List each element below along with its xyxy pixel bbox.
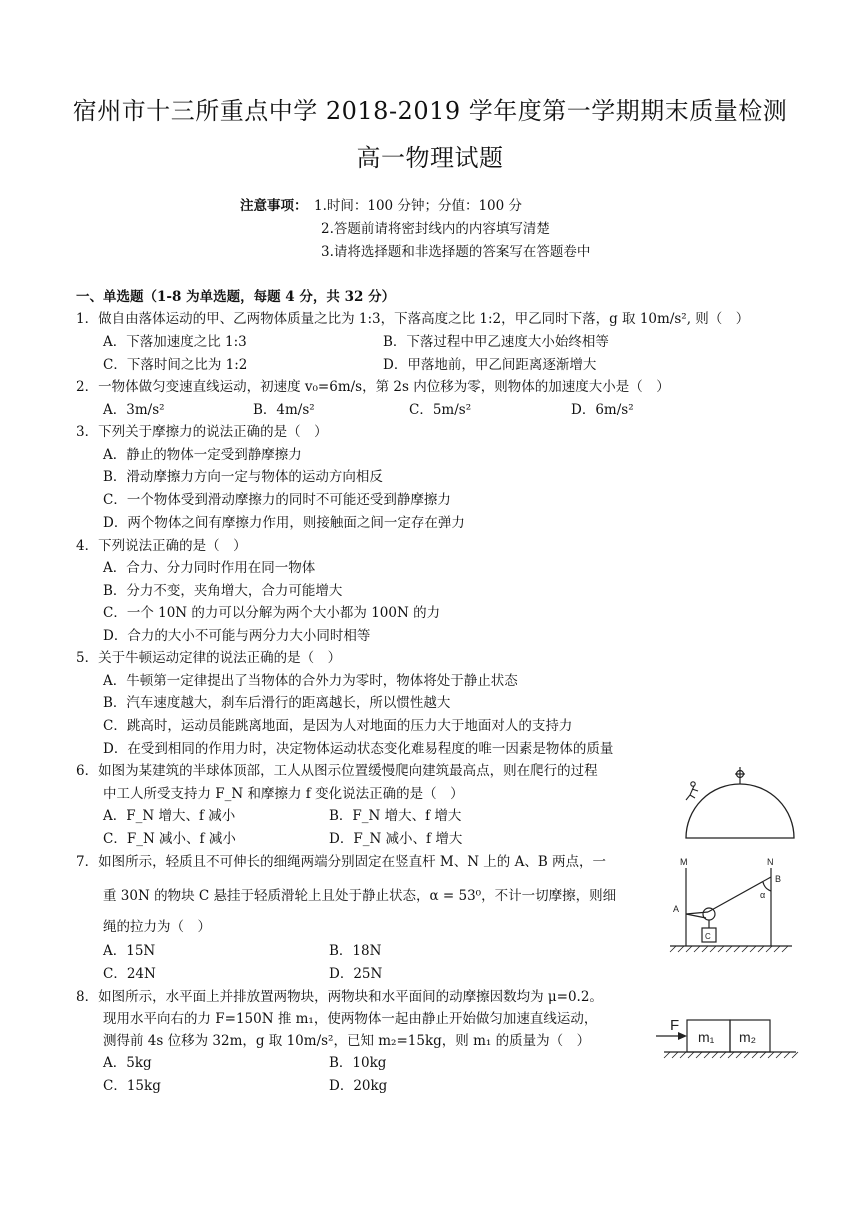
question-stem: 3．下列关于摩擦力的说法正确的是（ ） — [76, 424, 328, 440]
option-c: C．F_N 减小、f 减小 — [103, 831, 236, 847]
option-a: A．静止的物体一定受到静摩擦力 — [103, 447, 302, 463]
option-a: A．3m/s² — [103, 402, 165, 418]
option-a: A．牛顿第一定律提出了当物体的合外力为零时，物体将处于静止状态 — [103, 673, 518, 689]
worker-icon — [686, 782, 698, 800]
option-c: C．一个物体受到滑动摩擦力的同时不可能还受到静摩擦力 — [103, 492, 451, 508]
option-c: C．15kg — [103, 1078, 161, 1094]
two-blocks-figure — [654, 1008, 804, 1068]
label-f: F — [670, 1017, 680, 1034]
question-stem: 6．如图为某建筑的半球体顶部，工人从图示位置缓慢爬向建筑最高点，则在爬行的过程 — [76, 763, 598, 779]
exam-subtitle: 高一物理试题 — [356, 144, 504, 172]
label-a: A — [673, 904, 680, 914]
option-a: A．合力、分力同时作用在同一物体 — [103, 560, 316, 576]
option-b: B．滑动摩擦力方向一定与物体的运动方向相反 — [103, 469, 383, 485]
hemisphere-figure — [680, 762, 800, 842]
cross-ornament — [735, 767, 745, 784]
label-b: B — [775, 874, 782, 884]
option-d: D．两个物体之间有摩擦力作用，则接触面之间一定存在弹力 — [103, 515, 465, 531]
option-b: B．分力不变，夹角增大，合力可能增大 — [103, 583, 343, 599]
option-c: C．一个 10N 的力可以分解为两个大小都为 100N 的力 — [103, 605, 441, 621]
notice-item: 3.请将选择题和非选择题的答案写在答题卷中 — [321, 244, 591, 260]
option-a: A．15N — [103, 943, 156, 959]
label-m1: m₁ — [698, 1029, 715, 1045]
question-stem: 5．关于牛顿运动定律的说法正确的是（ ） — [76, 650, 342, 666]
option-b: B．10kg — [329, 1055, 387, 1071]
option-d: D．在受到相同的作用力时，决定物体运动状态变化难易程度的唯一因素是物体的质量 — [103, 741, 614, 757]
notice-label: 注意事项： — [240, 198, 308, 214]
option-b: B．F_N 增大、f 增大 — [329, 808, 462, 824]
label-alpha: α — [760, 890, 766, 900]
question-stem-cont: 测得前 4s 位移为 32m，g 取 10m/s²，已知 m₂=15kg，则 m₁ 的质量为（ ） — [103, 1033, 591, 1049]
option-c: C．下落时间之比为 1:2 — [103, 357, 248, 373]
option-d: D．甲落地前，甲乙间距离逐渐增大 — [383, 357, 597, 373]
question-stem: 2．一物体做匀变速直线运动，初速度 v₀=6m/s，第 2s 内位移为零，则物体的加速度大小是（ ） — [76, 379, 670, 395]
option-c: C．24N — [103, 966, 156, 982]
option-d: D．F_N 减小、f 增大 — [329, 831, 463, 847]
question-stem: 8．如图所示，水平面上并排放置两物块，两物块和水平面间的动摩擦因数均为 μ=0.2。 — [76, 989, 603, 1005]
option-a: A．下落加速度之比 1:3 — [103, 334, 247, 350]
option-a: A．F_N 增大、f 减小 — [103, 808, 236, 824]
option-b: B．4m/s² — [253, 402, 315, 418]
question-stem: 4．下列说法正确的是（ ） — [76, 538, 247, 554]
option-b: B．下落过程中甲乙速度大小始终相等 — [383, 334, 609, 350]
question-stem-cont: 重 30N 的物块 C 悬挂于轻质滑轮上且处于静止状态，α = 53⁰，不计一切摩擦，则细 — [103, 888, 617, 904]
notice-item: 1.时间：100 分钟；分值：100 分 — [314, 198, 522, 214]
option-d: D．合力的大小不可能与两分力大小同时相等 — [103, 628, 371, 644]
label-c: C — [705, 932, 711, 941]
option-d: D．6m/s² — [571, 402, 634, 418]
arrow-head-icon — [678, 1032, 687, 1040]
question-stem-cont: 现用水平向右的力 F=150N 推 m₁，使两物体一起由静止开始做匀加速直线运动， — [103, 1011, 598, 1027]
question-stem: 7．如图所示，轻质且不可伸长的细绳两端分别固定在竖直杆 M、N 上的 A、B 两点，一 — [76, 854, 607, 870]
question-stem-cont: 中工人所受支持力 F_N 和摩擦力 f 变化说法正确的是（ ） — [103, 786, 464, 802]
option-a: A．5kg — [103, 1055, 152, 1071]
rope-pulley-figure — [664, 852, 804, 958]
question-stem-cont: 绳的拉力为（ ） — [103, 919, 211, 935]
section-heading: 一、单选题（1-8 为单选题，每题 4 分，共 32 分） — [76, 289, 396, 305]
label-m2: m₂ — [739, 1029, 757, 1045]
option-b: B．18N — [329, 943, 382, 959]
option-c: C．5m/s² — [409, 402, 472, 418]
notice-item: 2.答题前请将密封线内的内容填写清楚 — [321, 221, 550, 237]
option-b: B．汽车速度越大，刹车后滑行的距离越长，所以惯性越大 — [103, 695, 451, 711]
option-c: C．跳高时，运动员能跳离地面，是因为人对地面的压力大于地面对人的支持力 — [103, 718, 573, 734]
exam-title: 宿州市十三所重点中学 2018-2019 学年度第一学期期末质量检测 — [72, 97, 788, 125]
option-d: D．20kg — [329, 1078, 388, 1094]
question-stem: 1．做自由落体运动的甲、乙两物体质量之比为 1:3，下落高度之比 1:2，甲乙同时下落，g 取 10m/s², 则（ ） — [76, 311, 750, 327]
label-n: N — [767, 857, 774, 867]
pulley-icon — [703, 908, 715, 920]
option-d: D．25N — [329, 966, 383, 982]
label-m: M — [680, 857, 688, 867]
